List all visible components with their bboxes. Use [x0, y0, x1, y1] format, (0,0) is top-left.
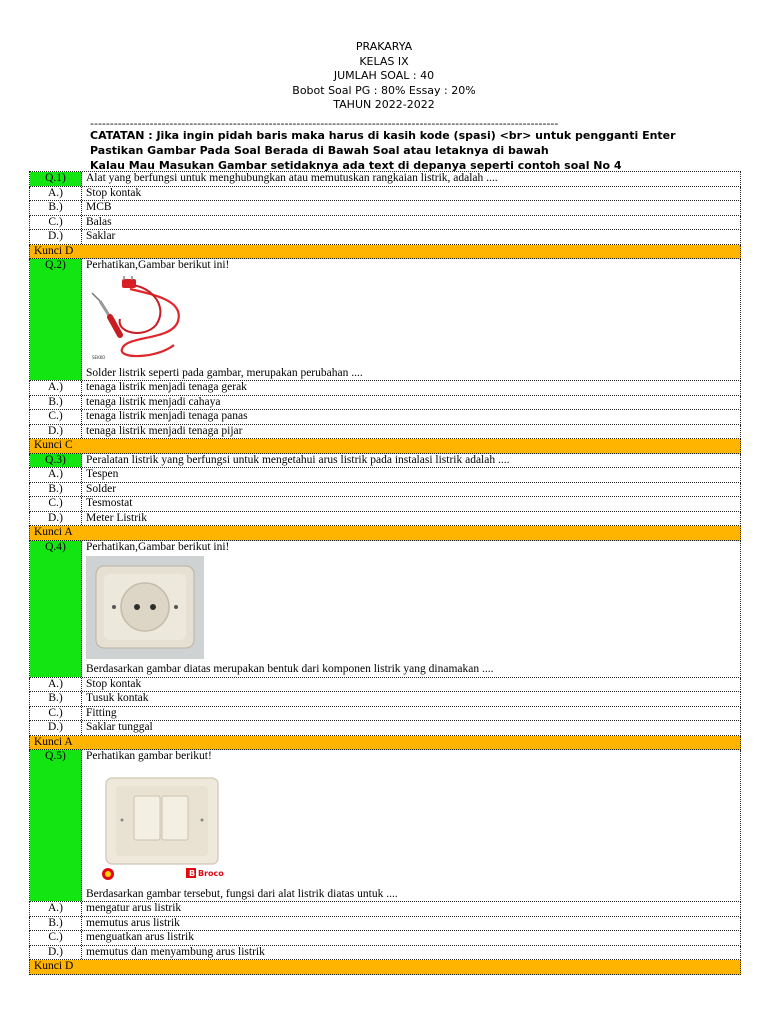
question-weight: Bobot Soal PG : 80% Essay : 20%	[292, 83, 476, 97]
answer-key: Kunci D	[29, 960, 741, 975]
note-line: CATATAN : Jika ingin pidah baris maka harus di kasih kode (spasi) <br> untuk pengganti Enter	[90, 129, 676, 142]
option-label: A.)	[30, 468, 82, 482]
answer-key: Kunci A	[29, 736, 741, 751]
question-intro: Perhatikan,Gambar berikut ini!	[86, 259, 230, 271]
option-row	[29, 230, 741, 245]
socket-outlet-image	[86, 556, 204, 659]
option-text: tenaga listrik menjadi cahaya	[86, 395, 221, 408]
option-text: Stop kontak	[86, 677, 142, 690]
option-label: D.)	[30, 946, 82, 960]
option-label: D.)	[30, 425, 82, 439]
option-row	[29, 902, 741, 917]
option-row	[29, 512, 741, 527]
question-count: JUMLAH SOAL : 40	[333, 69, 435, 82]
option-text: tenaga listrik menjadi tenaga pijar	[86, 424, 243, 437]
question-number: Q.3)	[30, 454, 82, 468]
option-row	[29, 468, 741, 483]
question-row	[29, 541, 741, 678]
option-label: A.)	[30, 902, 82, 916]
option-text: memutus dan menyambung arus listrik	[86, 945, 265, 958]
question-text: Berdasarkan gambar tersebut, fungsi dari alat listrik diatas untuk ....	[86, 887, 398, 900]
school-year: TAHUN 2022-2022	[333, 98, 435, 111]
question-number: Q.4)	[30, 541, 82, 677]
option-row	[29, 483, 741, 498]
option-row	[29, 692, 741, 707]
option-row	[29, 216, 741, 231]
option-text: MCB	[86, 201, 112, 213]
dashed-separator: ----------------------------------------------------------------------------------------------------------------------	[90, 117, 559, 130]
option-text: Saklar	[86, 230, 116, 242]
svg-text:B: B	[189, 868, 196, 878]
question-text: Peralatan listrik yang berfungsi untuk mengetahui arus listrik pada instalasi listrik adalah ....	[86, 453, 510, 466]
double-switch-image	[86, 766, 236, 884]
option-text: tenaga listrik menjadi tenaga panas	[86, 410, 248, 422]
option-row	[29, 410, 741, 425]
option-row	[29, 497, 741, 512]
option-row	[29, 187, 741, 202]
option-text: Stop kontak	[86, 186, 142, 199]
option-text: Tesmostat	[86, 497, 133, 509]
question-row	[29, 454, 741, 469]
question-text: Berdasarkan gambar diatas merupakan bentuk dari komponen listrik yang dinamakan ....	[86, 663, 494, 675]
question-text: Solder listrik seperti pada gambar, merupakan perubahan ....	[86, 366, 363, 379]
option-row	[29, 707, 741, 722]
option-label: D.)	[30, 230, 82, 244]
option-label: A.)	[30, 381, 82, 395]
note-line: Kalau Mau Masukan Gambar setidaknya ada text di depanya seperti contoh soal No 4	[90, 159, 622, 172]
option-label: B.)	[30, 483, 82, 497]
option-row	[29, 721, 741, 736]
question-body	[82, 259, 740, 380]
question-body	[82, 750, 740, 901]
option-label: B.)	[30, 692, 82, 706]
option-label: A.)	[30, 187, 82, 201]
option-label: C.)	[30, 707, 82, 721]
question-row	[29, 259, 741, 381]
option-text: tenaga listrik menjadi tenaga gerak	[86, 381, 247, 393]
document-header	[0, 40, 768, 113]
option-label: C.)	[30, 931, 82, 945]
question-table	[29, 171, 741, 975]
notes-block	[90, 128, 730, 173]
soldering-iron-image	[86, 275, 190, 363]
answer-key: Kunci A	[29, 526, 741, 541]
option-row	[29, 931, 741, 946]
option-text: memutus arus listrik	[86, 916, 180, 929]
option-row	[29, 678, 741, 693]
image-brand-label: SEKKO	[92, 354, 106, 360]
subject-title: PRAKARYA	[355, 40, 413, 53]
option-text: Tusuk kontak	[86, 692, 149, 704]
answer-key: Kunci D	[29, 245, 741, 260]
option-text: Saklar tunggal	[86, 721, 153, 733]
class-title: KELAS IX	[359, 54, 409, 68]
option-label: A.)	[30, 678, 82, 692]
question-intro: Perhatikan,Gambar berikut ini!	[86, 540, 230, 553]
question-row	[29, 171, 741, 187]
option-row	[29, 946, 741, 961]
option-label: D.)	[30, 721, 82, 735]
image-brand-label: Broco	[198, 868, 224, 878]
question-number: Q.5)	[30, 750, 82, 901]
answer-key: Kunci C	[29, 439, 741, 454]
option-label: B.)	[30, 201, 82, 215]
option-row	[29, 381, 741, 396]
question-row	[29, 750, 741, 902]
option-label: C.)	[30, 497, 82, 511]
option-text: menguatkan arus listrik	[86, 931, 194, 943]
option-label: D.)	[30, 512, 82, 526]
option-text: Balas	[86, 215, 112, 228]
question-body	[82, 541, 740, 677]
option-text: Meter Listrik	[86, 511, 147, 524]
option-label: B.)	[30, 917, 82, 931]
option-row	[29, 917, 741, 932]
option-text: Solder	[86, 482, 117, 495]
option-row	[29, 201, 741, 216]
option-text: Tespen	[86, 468, 119, 480]
note-line: Pastikan Gambar Pada Soal Berada di Bawah Soal atau letaknya di bawah	[90, 144, 549, 157]
question-number: Q.2)	[30, 259, 82, 380]
option-label: B.)	[30, 396, 82, 410]
option-label: C.)	[30, 410, 82, 424]
option-text: Fitting	[86, 706, 117, 719]
option-text: mengatur arus listrik	[86, 902, 182, 914]
option-row	[29, 396, 741, 411]
question-intro: Perhatikan gambar berikut!	[86, 750, 212, 762]
option-label: C.)	[30, 216, 82, 230]
question-text: Alat yang berfungsi untuk menghubungkan atau memutuskan rangkaian listrik, adalah ....	[86, 172, 498, 184]
question-number: Q.1)	[30, 172, 82, 186]
option-row	[29, 425, 741, 440]
